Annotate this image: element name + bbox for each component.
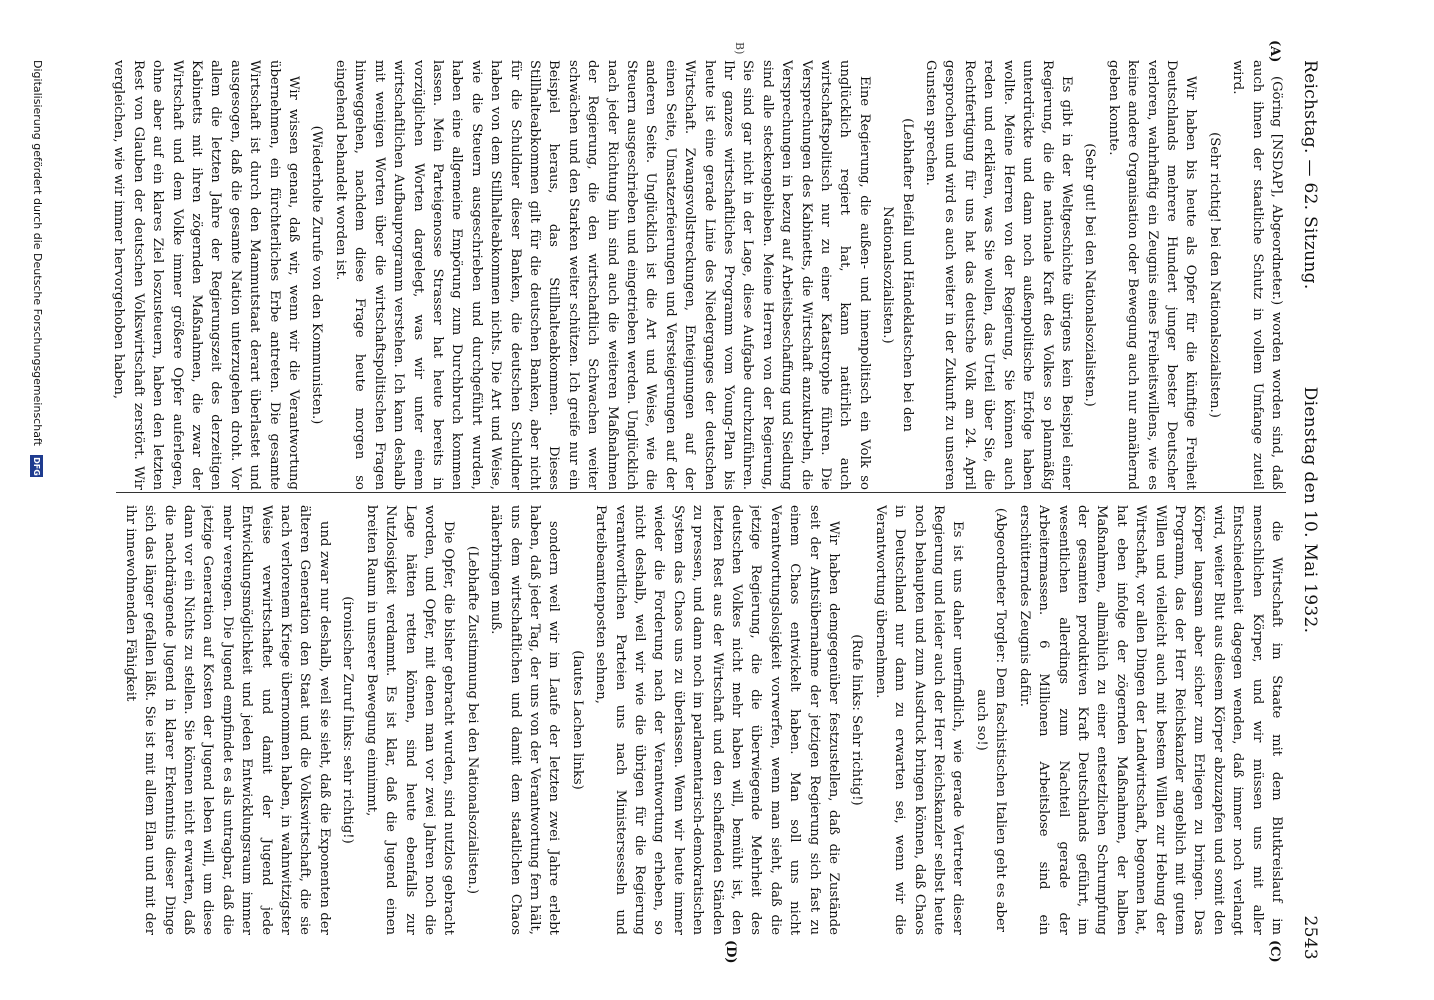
paragraph: Eine Regierung, die außen- und innenpolitisch ein Volk so unglücklich regiert hat, kann natürlich auch wirtschaftspolitisch nur zu einer Katastrophe führen. Die Versprechungen des Kabinetts, die Wirtschaft anzukurbeln, die Versprechungen in bezug auf Arbeitsbeschaffung und Siedlung sind alle steckengeblieben. Meine Herren von der Regierung, Sie sind gar nicht in der Lage, diese Aufgabe durchzuführen. Ihr ganzes wirtschaftliches Programm vom Young-Plan bis heute ist eine gerade Linie des Niederganges der deutschen Wirtschaft. Zwangsvollstreckungen, Enteignungen auf der einen Seite, Umsatzerfeierungen und Versteigerungen auf der anderen Seite. Unglücklich ist die Art und Weise, wie die Steuern ausgeschrieben und eingetrieben werden. Unglücklich nach jeder Richtung hin sind auch die weiteren Maßnahmen der Regierung, die den wirtschaftlich Schwachen weiter schwächen und den Starken weiter schützen. Ich greife nur ein Beispiel heraus, das Stillhalteabkommen. Dieses Stillhalteabkommen gilt für die deutschen Banken, aber nicht für die Schuldner dieser Banken, die deutschen Schuldner haben von dem Stillhalteabkommen nichts. Die Art und Weise, wie die Steuern ausgeschrieben und durchgeführt wurden, haben eine allgemeine Empörung zum Durchbruch kommen lassen. Mein Parteigenosse Strasser hat heute bereits in vorzüglichen Worten dargelegt, was wir unter einem wirtschaftlichen Aufbauprogramm verstehen. Ich kann deshalb mit wenigen Worten über die wirtschaftspolitischen Fragen hinweggehen, nachdem diese Frage heute morgen so eingehend behandelt worden ist. — [332, 60, 872, 490]
paragraph: Die Opfer, die bisher gebracht wurden, sind nutzlos gebracht worden, und Opfer, mit denen man vor zwei Jahren noch die Lage hätten retten können, sind heute ebenfalls zur Nutzlosigkeit verdammt. Es ist klar, daß die Jugend einen breiten Raum in unserer Bewegung einnimmt, — [363, 505, 457, 935]
interjection: (Lebhafter Beifall und Händeklatschen bei den Nationalsozialisten.) — [880, 118, 915, 432]
interjection: (lautes Lachen links) — [569, 650, 585, 790]
interjection: (Lebhafte Zustimmung bei den Nationalsozialisten.) — [464, 545, 480, 895]
paragraph: die Wirtschaft im Staate mit dem Blutkreislauf im menschlichen Körper, und wir müssen uns mit aller Entschiedenheit dagegen wenden, daß immer noch verlangt wird, weiter Blut aus diesem Körper abzuzapfen und somit den Körper langsam aber sicher zum Erliegen zu bringen. Das Programm, das der Herr Reichskanzler angeblich mit gutem Willen und vielleicht auch mit bestem Willen zur Hebung der Wirtschaft, vor allen Dingen der Landwirtschaft, begonnen hat, hat eben infolge der zögernden Maßnahmen, der halben Maßnahmen, allmählich zu einer entsetzlichen Schrumpfung der gesamten produktiven Kraft Deutschlands geführt, im wesentlichen allerdings zum Nachteil gerade der Arbeitermassen. 6 Millionen Arbeitslose sind ein erschütterndes Zeugnis dafür. — [1016, 505, 1284, 935]
paragraph: Wir wissen genau, daß wir, wenn wir die Verantwortung übernehmen, ein fürchterliches Erbe antreten. Die gesamte Wirtschaft ist durch den Mammutstaat derart überlastet und ausgesogen, daß die gesamte Nation unterzugehen droht. Vor allem die letzten Jahre der Regierungszeit des derzeitigen Kabinetts mit ihren zögernden Maßnahmen, die zwar der Wirtschaft und dem Volke immer größere Opfer auferlegen, ohne aber auf ein klares Ziel loszusteuern, haben den letzten Rest von Glauben der deutschen Volkswirtschaft zerstört. Wir vergleichen, wie wir immer hervorgehoben haben, — [111, 60, 302, 490]
digitization-credit: Digitalisierung gefördert durch die Deutsche Forschungsgemeinschaft — [31, 60, 44, 446]
margin-marker-d: (D) — [723, 940, 738, 964]
page-number: 2543 — [1300, 915, 1320, 960]
paragraph: Es gibt in der Weltgeschichte übrigens kein Beispiel einer Regierung, die die nationale Kraft des Volkes so planmäßig unterdrückte und dann noch außenpolitische Erfolge haben wollte. Meine Herren von der Regierung, Sie können auch reden und erklären, was Sie wollen, das Urteil über Sie, die Rechtfertigung für uns hat das deutsche Volk am 24. April gesprochen und wird es auch weiter in der Zukunft zu unseren Gunsten sprechen. — [923, 60, 1074, 490]
right-column — [96, 505, 1286, 935]
paragraph: und zwar nur deshalb, weil sie sieht, daß die Exponenten der älteren Generation den Staat und die Volkswirtschaft, die sie nach verlorenem Kriege übernommen haben, in wahnwitzigster Weise verwirtschaftet und damit der Jugend jede Entwicklungsmöglichkeit und jeden Entwicklungsraum immer mehr verengen. Die Jugend empfindet es als untragbar, daß die jetzige Generation auf Kosten der Jugend leben will, um diese dann vor ein Nichts zu stellen. Sie können nicht erwarten, daß die nachdrängende Jugend in klarer Erkenntnis dieser Dinge sich das länger gefallen läßt. Sie ist mit allem Elan und mit der ihr innewohnenden Fähigkeit — [122, 505, 332, 935]
dfg-logo-icon: DFG — [32, 457, 42, 476]
margin-marker-c: (C) — [1267, 940, 1282, 963]
paragraph: Es ist uns daher unerfindlich, wie gerade Vertreter dieser Regierung und leider auch der Herr Reichskanzler selbst heute noch behaupten und zum Ausdruck bringen können, daß Chaos in Deutschland nur dann zu erwarten sei, wenn wir die Verantwortung übernehmen. — [872, 505, 966, 935]
interjection: (Wiederholte Zurufe von den Kommunisten.) — [309, 125, 325, 425]
interjection: (ironischer Zuruf links: sehr richtig!) — [340, 596, 356, 844]
paragraph: (Göring [NSDAP], Abgeordneter.) worden worden sind, daß auch ihnen der staatliche Schutz in vollem Umfange zuteil wird. — [1230, 60, 1284, 490]
page-header — [1292, 60, 1326, 960]
header-session: Reichstag. — 62. Sitzung. — [1300, 60, 1320, 290]
page-footer — [31, 60, 45, 960]
paragraph: Wir haben demgegenüber festzustellen, daß die Zustände seit der Amtsübernahme der jetzigen Regierung sich fast zu einem Chaos entwickelt haben. Man soll uns nicht Verantwortungslosigkeit vorwerfen, wenn man sieht, daß die jetzige Regierung, die die überwiegende Mehrheit des deutschen Volkes nicht mehr haben will, bemüht ist, den letzten Rest aus der Wirtschaft und den schaffenden Ständen zu pressen, und dann noch im parlamentarisch-demokratischen System das Chaos uns zu überlassen. Wenn wir heute immer wieder die Forderung nach der Verantwortung erheben, so nicht deshalb, weil wir wie die übrigen für die Regierung verantwortlichen Parteien uns nach Ministersesseln und Parteibeamtenposten sehnen, — [593, 505, 842, 935]
interjection: (Rufe links: Sehr richtig!) — [849, 634, 865, 806]
column-divider — [116, 492, 1286, 493]
header-date: Dienstag den 10. Mai 1932. — [1300, 386, 1320, 634]
margin-marker-a: (A) — [1267, 40, 1282, 63]
interjection: (Sehr gut! bei den Nationalsozialisten.) — [1082, 143, 1098, 407]
left-column — [96, 60, 1286, 490]
interjection: (Sehr richtig! bei den Nationalsozialisten.) — [1206, 132, 1222, 418]
interjection: (Abgeordneter Torgler: Dem faschistischen Italien geht es aber auch so!) — [973, 507, 1009, 933]
margin-marker-b: B) — [733, 42, 746, 55]
paragraph: sondern weil wir im Laufe der letzten zwei Jahre erlebt haben, daß jeder Tag, der uns von der Verantwortung fern hält, uns dem wirtschaftlichen und damit dem staatlichen Chaos näherbringen muß. — [488, 505, 562, 935]
paragraph: Wir haben bis heute als Opfer für die künftige Freiheit Deutschlands mehrere Hundert junger bester Deutscher verloren, wahrhaftig ein Zeugnis eines Freiheitswillens, wie es keine andere Organisation oder Bewegung auch nur annähernd geben konnte. — [1105, 60, 1199, 490]
